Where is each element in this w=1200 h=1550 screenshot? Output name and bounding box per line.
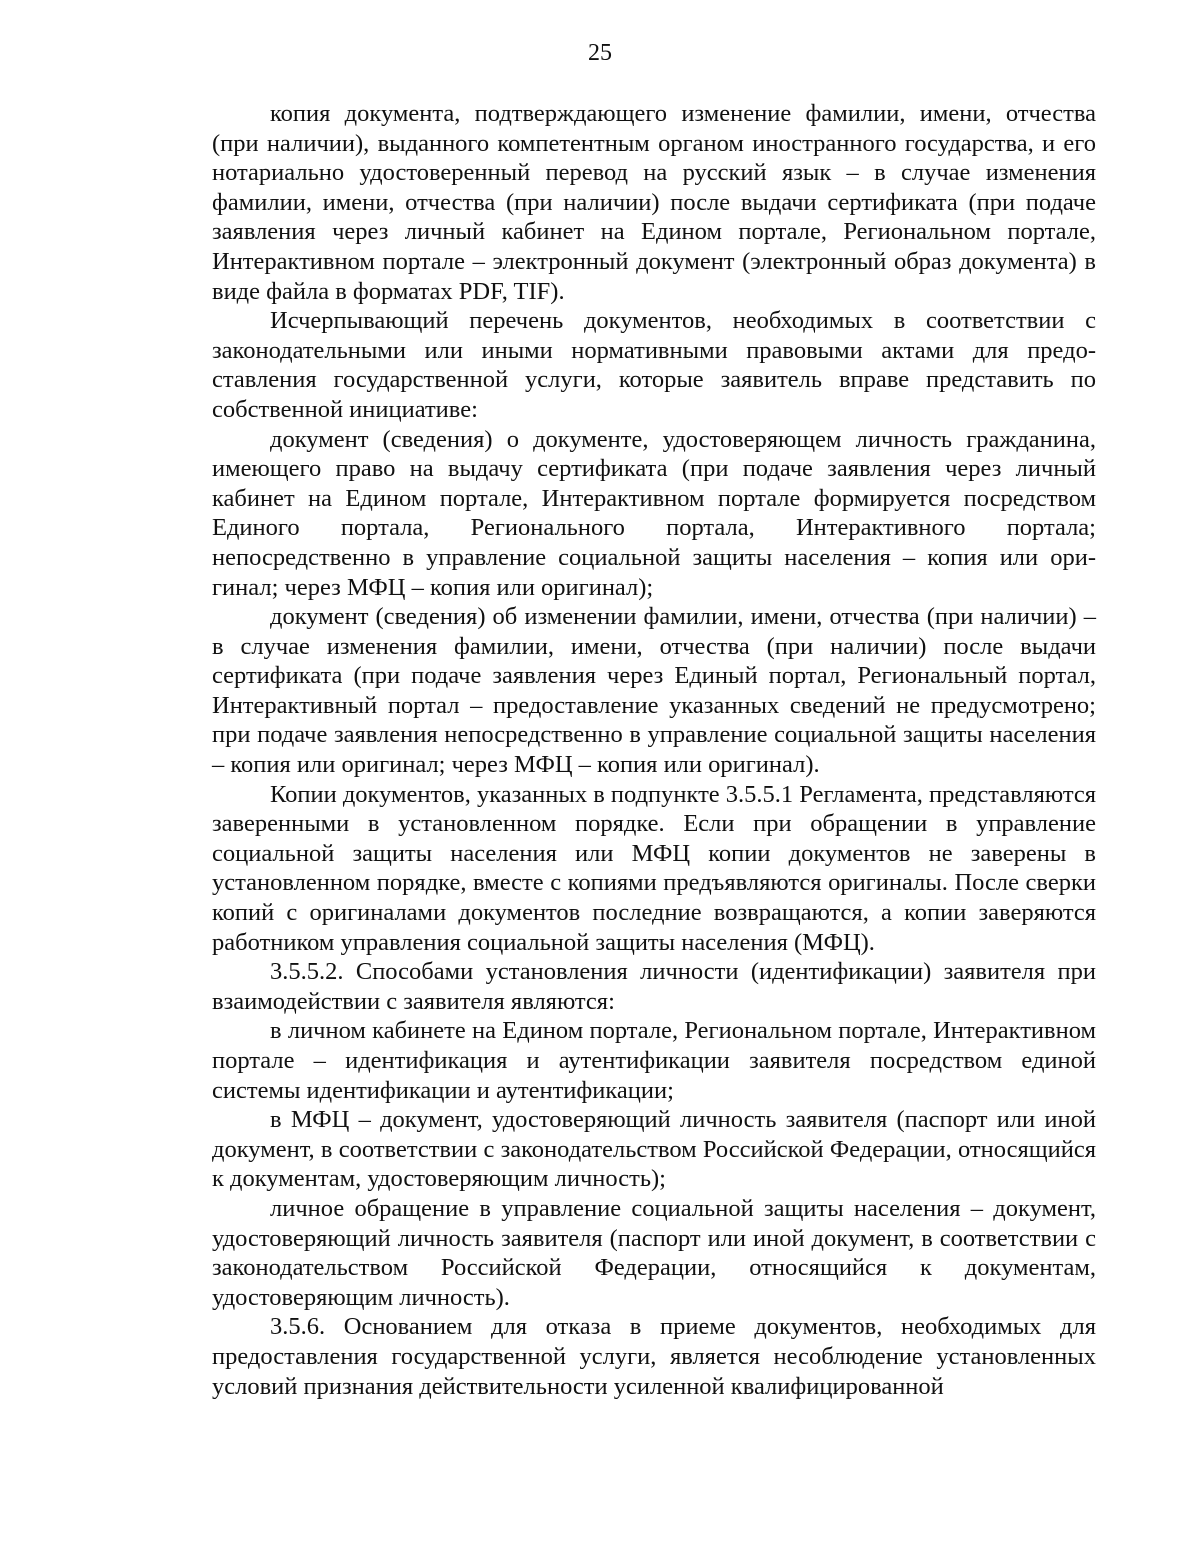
paragraph-personal-account: в личном кабинете на Едином портале, Региональном портале, Интерактивном портале – идентификация и аутентификации заявителя посредством единой системы идентификации и аутентификации; — [212, 1017, 1096, 1104]
paragraph-personal-visit: личное обращение в управление социальной защиты населения – документ, удостоверяющий личность заявителя (паспорт или иной документ, в соответствии с законодательством Российской Федерации, относящийся к документам, удостоверяющим личность). — [212, 1194, 1096, 1311]
paragraph-refusal-grounds: 3.5.6. Основанием для отказа в приеме документов, необходимых для предоставления государственной услуги, является несоблюдение установленных условий признания действительности усиленной квалифицированной — [212, 1313, 1096, 1400]
paragraph-exhaustive-list: Исчерпывающий перечень документов, необходимых в соответствии с законодательными или иными нормативными правовыми актами для предоставления государственной услуги, которые заявитель вправе представить по собственной инициативе: — [212, 307, 1096, 423]
paragraph-name-change-info: документ (сведения) об изменении фамилии, имени, отчества (при наличии) – в случае изменения фамилии, имени, отчества (при наличии) после выдачи сертификата (при подаче заявления через Единый портал, Региональный портал, Интерактивный портал – предоставление указанных сведений не предусмотрено; при подаче заявления непосредственно в управление социальной защиты населения – копия или оригинал; через МФЦ – копия или оригинал). — [212, 603, 1096, 779]
paragraph-copy-name-change: копия документа, подтверждающего изменение фамилии, имени, отчества (при наличии), выданного компетентным органом иностранного государства, и его нотариально удостоверенный перевод на русский язык – в случае изменения фамилии, имени, отчества (при наличии) после выдачи сертификата (при подаче заявления через личный кабинет на Едином портале, Региональном портале, Интерактивном портале – электронный документ (электронный образ документа) в виде файла в форматах PDF, TIF). — [212, 100, 1096, 305]
paragraph-document-copies: Копии документов, указанных в подпункте 3.5.5.1 Регламента, представляются заверенными в установленном порядке. Если при обращении в управление социальной защиты населения или МФЦ копии документов не заверены в установленном порядке, вместе с копиями предъявляются оригиналы. После сверки копий с оригиналами документов последние возвращаются, а копии заверяются работником управления социальной защиты населения (МФЦ). — [212, 780, 1097, 956]
paragraph-identity-document: документ (сведения) о документе, удостоверяющем личность гражданина, имеющего право на выдачу сертификата (при подаче заявления через личный кабинет на Едином портале, Интерактивном портале формируется посредством Единого портала, Регионального портала, Интерактивного портала; непосредственно в управление социальной защиты населения – копия или оригинал; через МФЦ – копия или оригинал); — [212, 425, 1096, 601]
page-number: 25 — [588, 40, 612, 66]
paragraph-mfc: в МФЦ – документ, удостоверяющий личность заявителя (паспорт или иной документ, в соответствии с законодательством Российской Федерации, относящийся к документам, удостоверяющим личность); — [212, 1106, 1096, 1193]
paragraph-identification-methods: 3.5.5.2. Способами установления личности (идентификации) заявителя при взаимодействии с заявителя являются: — [212, 958, 1096, 1015]
body-text — [212, 99, 1096, 1401]
